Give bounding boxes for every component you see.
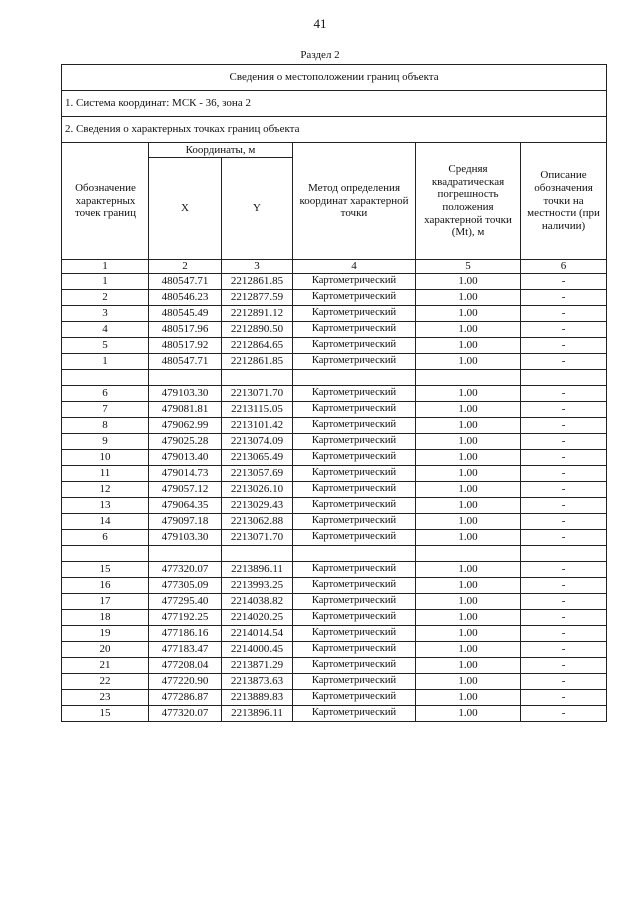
x-coordinate-cell: 477286.87 [149,690,222,706]
table-row [62,354,607,370]
y-coordinate-cell: 2213896.11 [222,562,293,578]
x-coordinate-cell: 480547.71 [149,354,222,370]
accuracy-cell: 1.00 [416,498,521,514]
accuracy-cell: 1.00 [416,418,521,434]
description-cell: - [521,674,607,690]
accuracy-cell: 1.00 [416,338,521,354]
x-coordinate-cell: 479103.30 [149,386,222,402]
description-cell: - [521,386,607,402]
point-number-cell: 16 [62,578,149,594]
description-cell: - [521,706,607,722]
point-number-cell: 15 [62,706,149,722]
accuracy-cell: 1.00 [416,626,521,642]
description-cell: - [521,578,607,594]
method-cell: Картометрический [293,434,416,450]
y-coordinate-cell: 2214020.25 [222,610,293,626]
y-coordinate-cell: 2213896.11 [222,706,293,722]
method-cell: Картометрический [293,274,416,290]
method-cell: Картометрический [293,402,416,418]
point-number-cell: 5 [62,338,149,354]
description-cell: - [521,530,607,546]
y-coordinate-cell: 2212864.65 [222,338,293,354]
y-coordinate-cell: 2212861.85 [222,274,293,290]
point-number-cell: 14 [62,514,149,530]
point-number-cell: 18 [62,610,149,626]
table-title: Сведения о местоположении границ объекта [62,65,607,91]
method-cell: Картометрический [293,418,416,434]
table-row [62,402,607,418]
x-coordinate-cell: 480545.49 [149,306,222,322]
accuracy-cell: 1.00 [416,706,521,722]
description-cell: - [521,322,607,338]
description-cell: - [521,642,607,658]
column-number: 3 [222,260,293,274]
description-cell: - [521,562,607,578]
description-cell: - [521,290,607,306]
accuracy-cell: 1.00 [416,482,521,498]
description-cell: - [521,434,607,450]
x-coordinate-cell: 479013.40 [149,450,222,466]
point-number-cell: 12 [62,482,149,498]
table-row [62,322,607,338]
description-cell: - [521,450,607,466]
y-coordinate-cell: 2213029.43 [222,498,293,514]
x-coordinate-cell: 477220.90 [149,674,222,690]
y-coordinate-cell: 2212890.50 [222,322,293,338]
empty-cell [149,370,222,386]
table-row [62,306,607,322]
y-coordinate-cell: 2213071.70 [222,386,293,402]
method-cell: Картометрический [293,322,416,338]
point-number-cell: 21 [62,658,149,674]
y-coordinate-cell: 2213889.83 [222,690,293,706]
method-cell: Картометрический [293,354,416,370]
boundary-points-table [61,64,607,722]
y-coordinate-cell: 2213071.70 [222,530,293,546]
header-coordinates: Координаты, м [149,143,293,158]
y-coordinate-cell: 2213873.63 [222,674,293,690]
empty-cell [293,370,416,386]
x-coordinate-cell: 479062.99 [149,418,222,434]
point-number-cell: 11 [62,466,149,482]
table-row [62,658,607,674]
method-cell: Картометрический [293,690,416,706]
description-cell: - [521,354,607,370]
y-coordinate-cell: 2213062.88 [222,514,293,530]
table-row [62,514,607,530]
y-coordinate-cell: 2214014.54 [222,626,293,642]
y-coordinate-cell: 2212877.59 [222,290,293,306]
accuracy-cell: 1.00 [416,578,521,594]
x-coordinate-cell: 479014.73 [149,466,222,482]
point-number-cell: 2 [62,290,149,306]
description-cell: - [521,658,607,674]
point-number-cell: 9 [62,434,149,450]
table-row [62,450,607,466]
description-cell: - [521,306,607,322]
method-cell: Картометрический [293,642,416,658]
group-separator-row [62,546,607,562]
empty-cell [62,546,149,562]
coordinate-system: 1. Система координат: МСК - 36, зона 2 [62,91,607,117]
header-y: Y [222,158,293,260]
points-heading: 2. Сведения о характерных точках границ объекта [62,117,607,143]
table-row [62,274,607,290]
table-row [62,466,607,482]
table-row [62,690,607,706]
x-coordinate-cell: 479103.30 [149,530,222,546]
x-coordinate-cell: 479081.81 [149,402,222,418]
empty-cell [521,546,607,562]
x-coordinate-cell: 477186.16 [149,626,222,642]
description-cell: - [521,514,607,530]
x-coordinate-cell: 477320.07 [149,706,222,722]
x-coordinate-cell: 480546.23 [149,290,222,306]
header-method: Метод определения координат характерной точки [293,143,416,260]
x-coordinate-cell: 479097.18 [149,514,222,530]
point-number-cell: 6 [62,530,149,546]
table-row [62,578,607,594]
accuracy-cell: 1.00 [416,642,521,658]
page-number: 41 [313,16,327,31]
method-cell: Картометрический [293,706,416,722]
point-number-cell: 1 [62,354,149,370]
x-coordinate-cell: 480547.71 [149,274,222,290]
point-number-cell: 3 [62,306,149,322]
description-cell: - [521,498,607,514]
y-coordinate-cell: 2212891.12 [222,306,293,322]
table-row [62,674,607,690]
y-coordinate-cell: 2213057.69 [222,466,293,482]
table-row [62,434,607,450]
table-row [62,418,607,434]
y-coordinate-cell: 2213871.29 [222,658,293,674]
table-row [62,386,607,402]
empty-cell [416,546,521,562]
column-number: 6 [521,260,607,274]
accuracy-cell: 1.00 [416,434,521,450]
description-cell: - [521,338,607,354]
accuracy-cell: 1.00 [416,450,521,466]
header-description: Описание обозначения точки на местности (при наличии) [521,143,607,260]
description-cell: - [521,594,607,610]
table-row [62,626,607,642]
x-coordinate-cell: 479064.35 [149,498,222,514]
method-cell: Картометрический [293,594,416,610]
method-cell: Картометрический [293,498,416,514]
y-coordinate-cell: 2213115.05 [222,402,293,418]
method-cell: Картометрический [293,626,416,642]
table-row [62,594,607,610]
x-coordinate-cell: 477192.25 [149,610,222,626]
point-number-cell: 7 [62,402,149,418]
x-coordinate-cell: 477305.09 [149,578,222,594]
x-coordinate-cell: 477208.04 [149,658,222,674]
accuracy-cell: 1.00 [416,690,521,706]
y-coordinate-cell: 2212861.85 [222,354,293,370]
group-separator-row [62,370,607,386]
x-coordinate-cell: 477320.07 [149,562,222,578]
x-coordinate-cell: 477295.40 [149,594,222,610]
table-row [62,706,607,722]
method-cell: Картометрический [293,562,416,578]
header-x: X [149,158,222,260]
column-numbers-row [62,260,607,274]
x-coordinate-cell: 480517.96 [149,322,222,338]
method-cell: Картометрический [293,578,416,594]
method-cell: Картометрический [293,338,416,354]
column-number: 1 [62,260,149,274]
empty-cell [222,370,293,386]
description-cell: - [521,690,607,706]
section-title: Раздел 2 [300,49,340,61]
empty-cell [222,546,293,562]
table-row [62,642,607,658]
accuracy-cell: 1.00 [416,562,521,578]
accuracy-cell: 1.00 [416,658,521,674]
method-cell: Картометрический [293,466,416,482]
header-accuracy: Средняя квадратическая погрешность положения характерной точки (Mt), м [416,143,521,260]
point-number-cell: 8 [62,418,149,434]
accuracy-cell: 1.00 [416,594,521,610]
table-row [62,530,607,546]
accuracy-cell: 1.00 [416,290,521,306]
point-number-cell: 6 [62,386,149,402]
y-coordinate-cell: 2213065.49 [222,450,293,466]
point-number-cell: 17 [62,594,149,610]
method-cell: Картометрический [293,674,416,690]
empty-cell [149,546,222,562]
x-coordinate-cell: 479025.28 [149,434,222,450]
description-cell: - [521,466,607,482]
accuracy-cell: 1.00 [416,466,521,482]
empty-cell [521,370,607,386]
description-cell: - [521,274,607,290]
y-coordinate-cell: 2213101.42 [222,418,293,434]
x-coordinate-cell: 480517.92 [149,338,222,354]
point-number-cell: 10 [62,450,149,466]
table-row [62,610,607,626]
accuracy-cell: 1.00 [416,354,521,370]
column-number: 2 [149,260,222,274]
column-number: 4 [293,260,416,274]
method-cell: Картометрический [293,306,416,322]
point-number-cell: 15 [62,562,149,578]
method-cell: Картометрический [293,482,416,498]
accuracy-cell: 1.00 [416,530,521,546]
description-cell: - [521,418,607,434]
point-number-cell: 19 [62,626,149,642]
description-cell: - [521,402,607,418]
column-number: 5 [416,260,521,274]
method-cell: Картометрический [293,530,416,546]
method-cell: Картометрический [293,386,416,402]
empty-cell [416,370,521,386]
description-cell: - [521,626,607,642]
point-number-cell: 22 [62,674,149,690]
method-cell: Картометрический [293,290,416,306]
accuracy-cell: 1.00 [416,306,521,322]
point-number-cell: 20 [62,642,149,658]
y-coordinate-cell: 2213993.25 [222,578,293,594]
point-number-cell: 1 [62,274,149,290]
accuracy-cell: 1.00 [416,386,521,402]
y-coordinate-cell: 2214000.45 [222,642,293,658]
y-coordinate-cell: 2213074.09 [222,434,293,450]
method-cell: Картометрический [293,610,416,626]
accuracy-cell: 1.00 [416,514,521,530]
table-row [62,562,607,578]
table-row [62,290,607,306]
table-row [62,338,607,354]
point-number-cell: 4 [62,322,149,338]
description-cell: - [521,482,607,498]
y-coordinate-cell: 2213026.10 [222,482,293,498]
accuracy-cell: 1.00 [416,402,521,418]
accuracy-cell: 1.00 [416,610,521,626]
method-cell: Картометрический [293,514,416,530]
accuracy-cell: 1.00 [416,322,521,338]
accuracy-cell: 1.00 [416,274,521,290]
point-number-cell: 13 [62,498,149,514]
empty-cell [293,546,416,562]
empty-cell [62,370,149,386]
table-row [62,482,607,498]
x-coordinate-cell: 479057.12 [149,482,222,498]
header-point-designation: Обозначение характерных точек границ [62,143,149,260]
method-cell: Картометрический [293,450,416,466]
table-row [62,498,607,514]
x-coordinate-cell: 477183.47 [149,642,222,658]
y-coordinate-cell: 2214038.82 [222,594,293,610]
description-cell: - [521,610,607,626]
point-number-cell: 23 [62,690,149,706]
accuracy-cell: 1.00 [416,674,521,690]
method-cell: Картометрический [293,658,416,674]
